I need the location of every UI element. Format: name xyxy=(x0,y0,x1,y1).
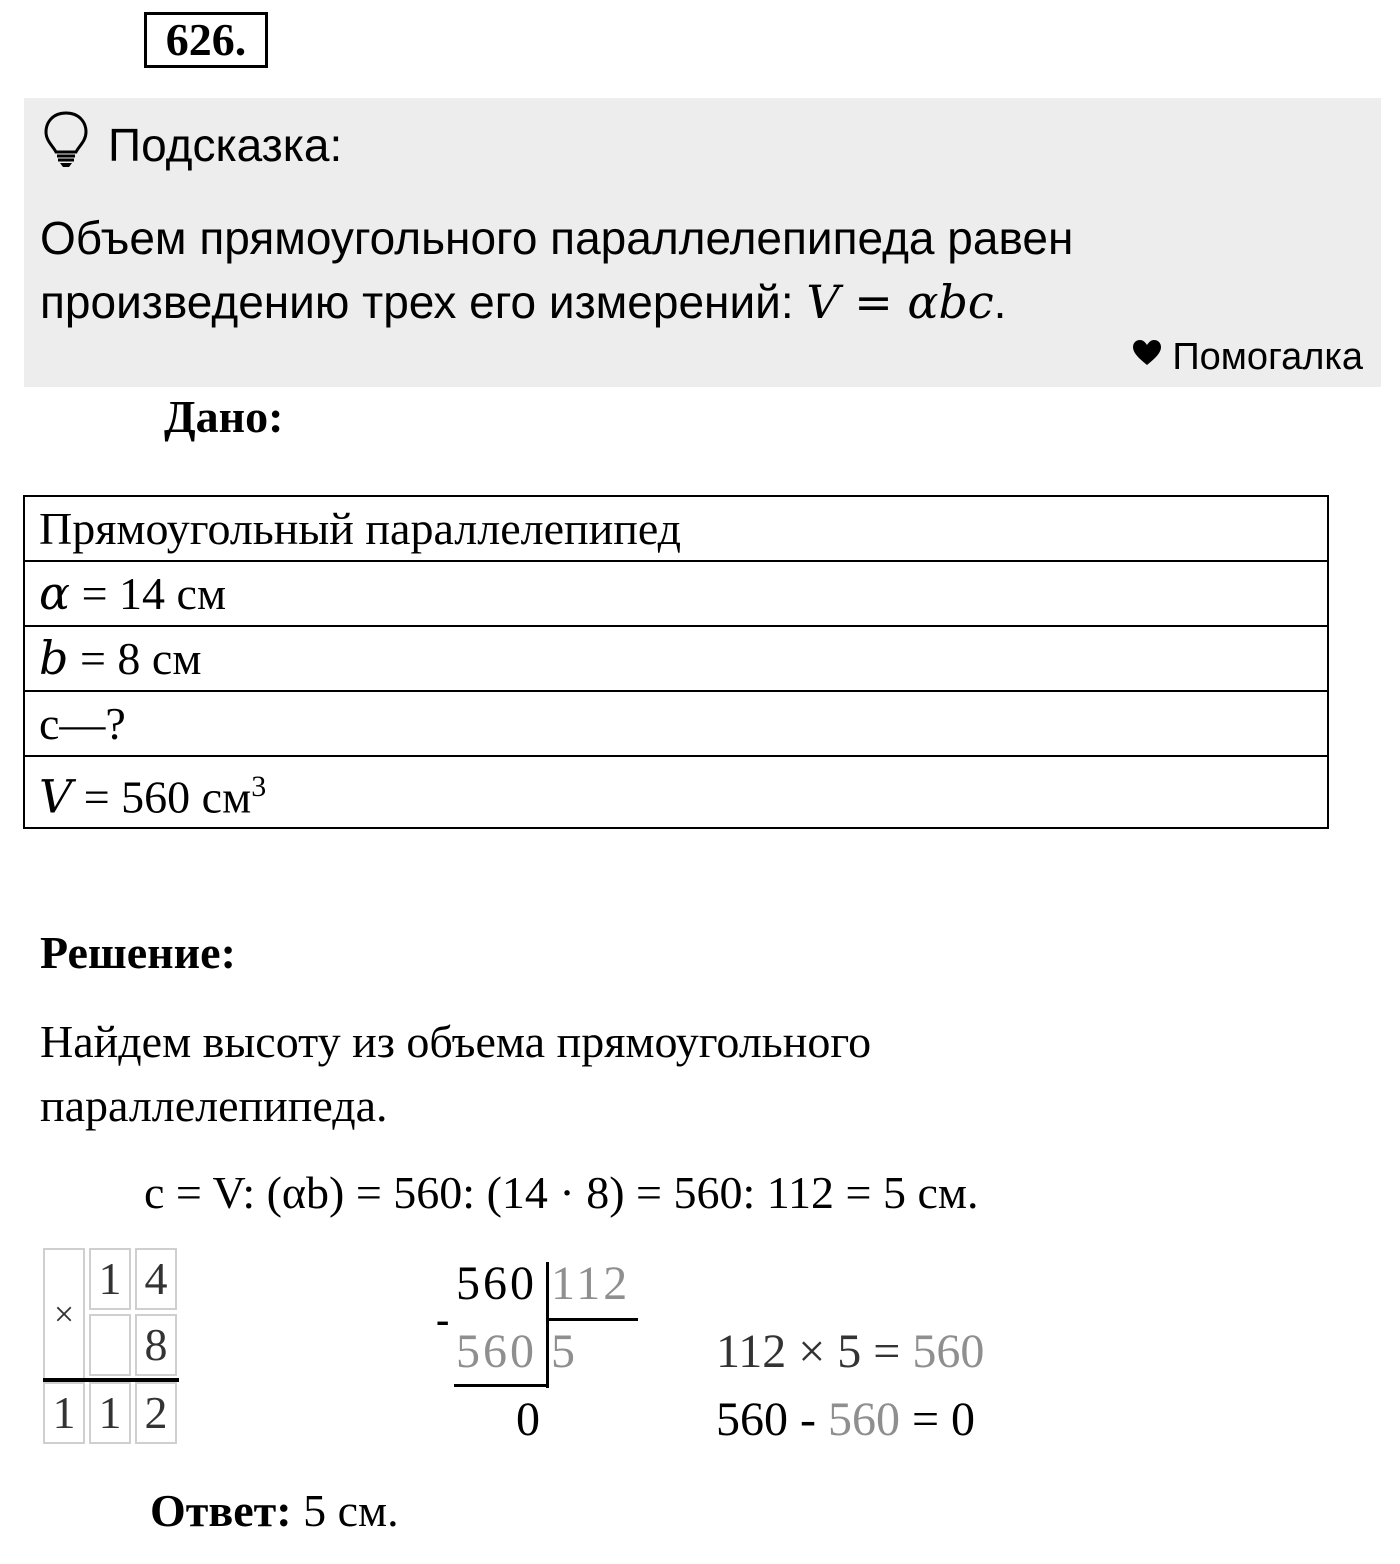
given-shape: Прямоугольный параллелепипед xyxy=(24,496,1328,561)
task-number: 626. xyxy=(144,12,268,68)
division-vertical-line xyxy=(546,1262,549,1388)
answer-value: 5 см. xyxy=(291,1485,399,1536)
solution-formula: c = V: (αb) = 560: (14 · 8) = 560: 112 = 5 см. xyxy=(144,1167,979,1218)
solution-text xyxy=(40,1010,871,1138)
division-remainder: 0 xyxy=(516,1393,540,1446)
division-quotient: 5 xyxy=(551,1325,575,1378)
given-heading: Дано: xyxy=(164,391,284,442)
given-a: α = 14 см xyxy=(24,561,1328,626)
division-subtrahend: 560 xyxy=(456,1325,537,1378)
division-quotient-line xyxy=(546,1318,638,1321)
table-row xyxy=(24,691,1328,756)
solution-line-1: Найдем высоту из объема прямоугольного xyxy=(40,1016,872,1067)
table-row xyxy=(24,496,1328,561)
division-divisor: 112 xyxy=(551,1257,631,1310)
mult-cell: 8 xyxy=(135,1314,177,1376)
multiply-sign: × xyxy=(43,1248,85,1380)
check-multiplication: 112 × 5 = 560 xyxy=(716,1325,985,1378)
answer-label: Ответ: xyxy=(150,1485,292,1536)
solution-line-2: параллелепипеда. xyxy=(40,1080,388,1131)
given-table xyxy=(23,495,1329,829)
division-dividend: 560 xyxy=(456,1257,537,1310)
table-row xyxy=(24,756,1328,828)
hint-title: Подсказка: xyxy=(108,119,343,171)
mult-result-cell: 1 xyxy=(89,1382,131,1444)
brand-label[interactable] xyxy=(1132,336,1363,379)
hint-text xyxy=(40,206,1340,334)
solution-heading: Решение: xyxy=(40,927,236,978)
answer xyxy=(150,1484,399,1537)
brand-text: Помогалка xyxy=(1172,336,1363,378)
heart-icon xyxy=(1132,339,1162,367)
check-subtraction: 560 - 560 = 0 xyxy=(716,1393,976,1446)
mult-result-cell: 1 xyxy=(43,1382,85,1444)
given-v: V = 560 $см^3$ xyxy=(24,756,1328,828)
mult-cell: 1 xyxy=(89,1248,131,1310)
division-minus: - xyxy=(436,1297,450,1342)
hint-formula: V = αbc xyxy=(806,275,994,329)
hint-line-2: произведению трех его измерений: V = αbc. xyxy=(40,275,1007,329)
hint-box xyxy=(24,98,1381,387)
hint-line-1: Объем прямоугольного параллелепипеда равен xyxy=(40,212,1074,264)
table-row xyxy=(24,626,1328,691)
given-c: c—? xyxy=(24,691,1328,756)
mult-cell xyxy=(89,1314,131,1376)
lightbulb-icon xyxy=(42,110,90,168)
mult-result-cell: 2 xyxy=(135,1382,177,1444)
given-b: b = 8 см xyxy=(24,626,1328,691)
mult-cell: 4 xyxy=(135,1248,177,1310)
division-underline xyxy=(454,1384,548,1387)
table-row xyxy=(24,561,1328,626)
